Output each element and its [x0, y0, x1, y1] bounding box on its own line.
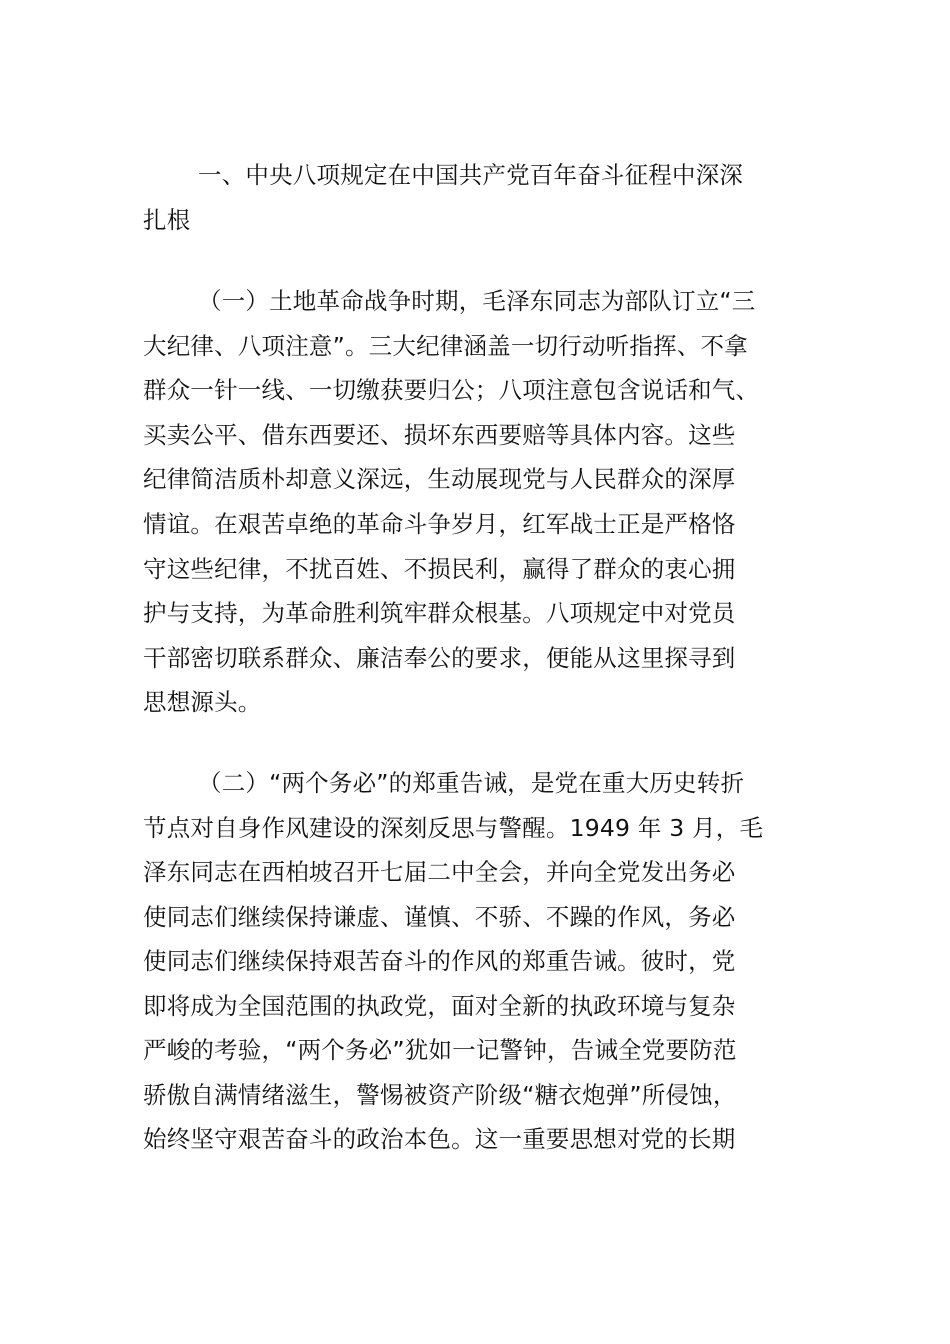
paragraph-2-line-2: 节点对自身作风建设的深刻反思与警醒。1949 年 3 月，毛	[143, 814, 764, 842]
section-heading-line-1: 一、中央八项规定在中国共产党百年奋斗征程中深深	[198, 161, 744, 189]
paragraph-2-line-4: 使同志们继续保持谦虚、谨慎、不骄、不躁的作风，务必	[143, 903, 736, 931]
paragraph-1-line-2: 大纪律、八项注意”。三大纪律涵盖一切行动听指挥、不拿	[143, 332, 748, 360]
paragraph-1-line-1: （一）土地革命战争时期，毛泽东同志为部队订立“三	[198, 287, 756, 315]
paragraph-2-line-9: 始终坚守艰苦奋斗的政治本色。这一重要思想对党的长期	[143, 1125, 736, 1153]
paragraph-1-line-10: 思想源头。	[143, 688, 262, 716]
section-heading-line-2: 扎根	[143, 206, 191, 234]
paragraph-1-line-5: 纪律简洁质朴却意义深远，生动展现党与人民群众的深厚	[143, 465, 736, 493]
paragraph-2-line-1: （二）“两个务必”的郑重告诫，是党在重大历史转折	[198, 769, 745, 797]
paragraph-1-line-7: 守这些纪律，不扰百姓、不损民利，赢得了群众的衷心拥	[143, 555, 736, 583]
paragraph-1-line-6: 情谊。在艰苦卓绝的革命斗争岁月，红军战士正是严格恪	[143, 510, 736, 538]
paragraph-2-line-7: 严峻的考验，“两个务必”犹如一记警钟，告诫全党要防范	[143, 1036, 737, 1064]
paragraph-1-line-4: 买卖公平、借东西要还、损坏东西要赔等具体内容。这些	[143, 421, 736, 449]
paragraph-2-line-8: 骄傲自满情绪滋生，警惕被资产阶级“糖衣炮弹”所侵蚀，	[143, 1081, 737, 1109]
paragraph-1-line-3: 群众一针一线、一切缴获要归公；八项注意包含说话和气、	[143, 376, 760, 404]
paragraph-2-line-6: 即将成为全国范围的执政党，面对全新的执政环境与复杂	[143, 992, 736, 1020]
paragraph-1-line-8: 护与支持，为革命胜利筑牢群众根基。八项规定中对党员	[143, 599, 736, 627]
paragraph-2-line-5: 使同志们继续保持艰苦奋斗的作风的郑重告诫。彼时，党	[143, 947, 736, 975]
paragraph-2-line-3: 泽东同志在西柏坡召开七届二中全会，并向全党发出务必	[143, 858, 736, 886]
paragraph-1-line-9: 干部密切联系群众、廉洁奉公的要求，便能从这里探寻到	[143, 644, 736, 672]
